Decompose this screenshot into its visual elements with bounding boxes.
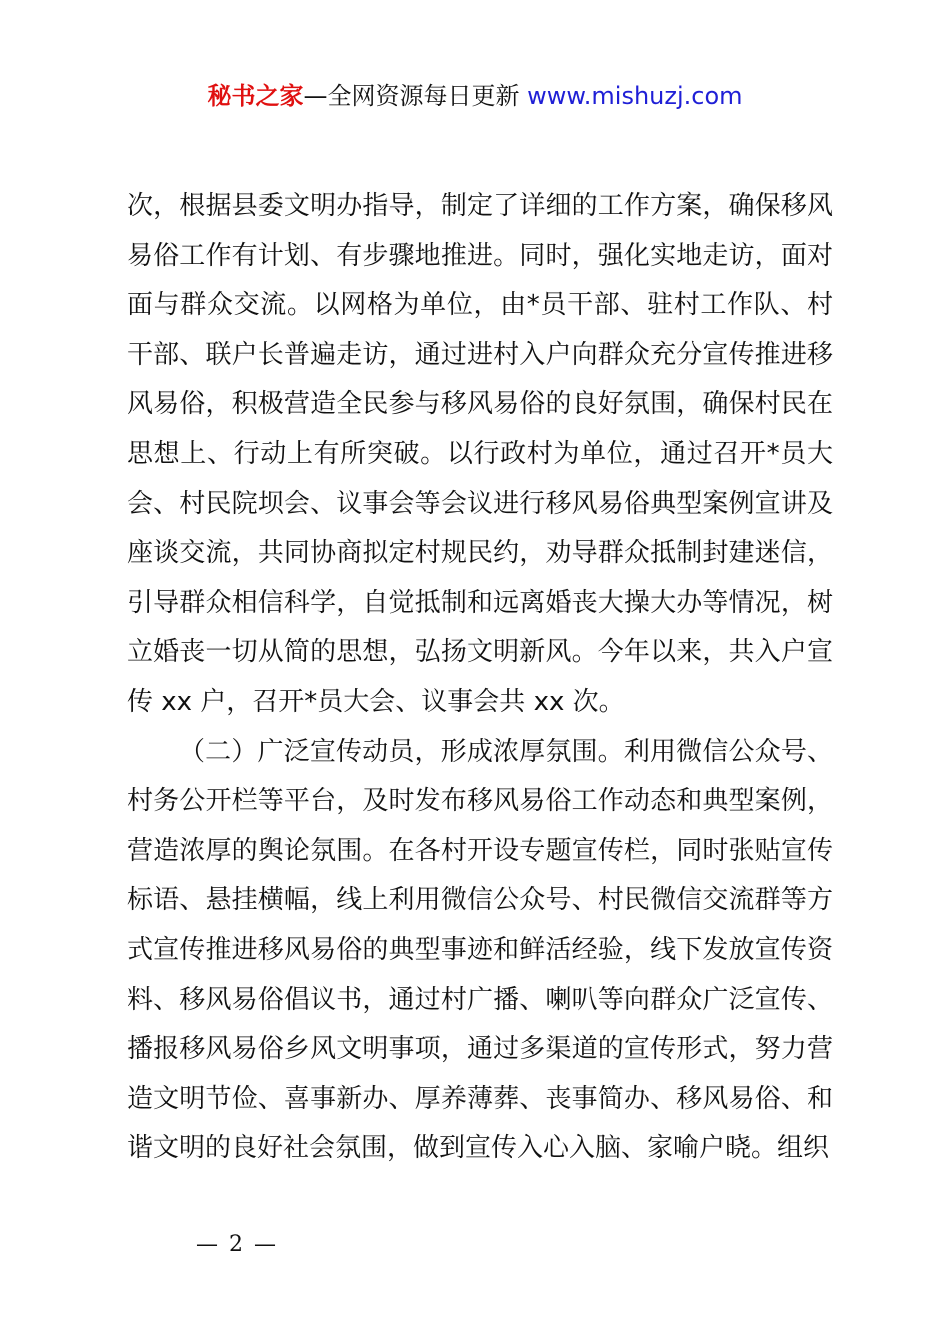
- document-body: [127, 182, 833, 1174]
- header-slogan: —全网资源每日更新: [303, 82, 520, 110]
- page-number: — 2 —: [196, 1232, 278, 1257]
- paragraph-section-two: （二）广泛宣传动员，形成浓厚氛围。利用微信公众号、村务公开栏等平台，及时发布移风易俗工作动态和典型案例，营造浓厚的舆论氛围。在各村开设专题宣传栏，同时张贴宣传标语、悬挂横幅，线上利用微信公众号、村民微信交流群等方式宣传推进移风易俗的典型事迹和鲜活经验，线下发放宣传资料、移风易俗倡议书，通过村广播、喇叭等向群众广泛宣传、播报移风易俗乡风文明事项，通过多渠道的宣传形式，努力营造文明节俭、喜事新办、厚养薄葬、丧事简办、移风易俗、和谐文明的良好社会氛围，做到宣传入心入脑、家喻户晓。组织: [127, 736, 833, 1164]
- header-brand: 秘书之家: [207, 82, 304, 110]
- header-site-link[interactable]: www.mishuzj.com: [519, 82, 743, 110]
- paragraph-continued: 次，根据县委文明办指导，制定了详细的工作方案，确保移风易俗工作有计划、有步骤地推进。同时，强化实地走访，面对面与群众交流。以网格为单位，由*员干部、驻村工作队、村干部、联户长普遍走访，通过进村入户向群众充分宣传推进移风易俗，积极营造全民参与移风易俗的良好氛围，确保村民在思想上、行动上有所突破。以行政村为单位，通过召开*员大会、村民院坝会、议事会等会议进行移风易俗典型案例宣讲及座谈交流，共同协商拟定村规民约，劝导群众抵制封建迷信，引导群众相信科学，自觉抵制和远离婚丧大操大办等情况，树立婚丧一切从简的思想，弘扬文明新风。今年以来，共入户宣传 xx 户，召开*员大会、议事会共 xx 次。: [127, 191, 833, 717]
- page-header: [0, 80, 950, 112]
